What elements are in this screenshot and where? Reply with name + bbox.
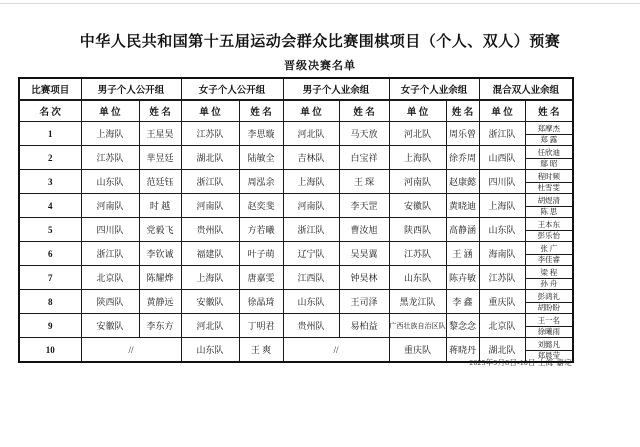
unit-cell: 山东队 <box>389 266 446 290</box>
mixed-unit-cell: 湖北队 <box>479 338 525 363</box>
unit-cell: 上海队 <box>81 122 139 146</box>
page-title: 中华人民共和国第十五届运动会群众比赛围棋项目（个人、双人）预赛 <box>79 34 561 50</box>
mixed-name: 张 广 <box>540 243 558 253</box>
mixed-names-cell <box>525 146 573 170</box>
mixed-name: 徐曦雨 <box>526 326 573 337</box>
mixed-name: 胡盼盼 <box>526 302 573 313</box>
mixed-name: 郑 露 <box>526 134 573 145</box>
table-row <box>19 218 573 242</box>
unit-header-cell: 单 位 <box>389 100 446 122</box>
unit-cell: 浙江队 <box>181 170 239 194</box>
name-cell: 徐乔周 <box>446 146 479 170</box>
rank-cell: 4 <box>19 194 81 218</box>
name-cell: 高静涵 <box>446 218 479 242</box>
rank-header-cell: 名 次 <box>19 100 81 122</box>
table-row <box>19 290 573 314</box>
name-cell: 李天罡 <box>339 194 389 218</box>
unit-cell: 黑龙江队 <box>389 290 446 314</box>
name-cell: 唐嘉雯 <box>239 266 283 290</box>
rank-cell: 3 <box>19 170 81 194</box>
mixed-name: 郑摩杰 <box>537 123 561 133</box>
name-cell: 党毅飞 <box>139 218 181 242</box>
name-cell: 丁明君 <box>239 314 283 338</box>
unit-header-cell: 单 位 <box>479 100 525 122</box>
name-cell: 黄晓迪 <box>446 194 479 218</box>
name-cell: 叶子萌 <box>239 242 283 266</box>
table-row <box>19 266 573 290</box>
page-subtitle: 晋级决赛名单 <box>284 60 356 72</box>
mixed-names-cell <box>525 218 573 242</box>
unit-cell: 浙江队 <box>283 218 339 242</box>
rank-cell: 2 <box>19 146 81 170</box>
unit-header-cell: 单 位 <box>283 100 339 122</box>
name-header-cell: 姓 名 <box>339 100 389 122</box>
unit-cell: 浙江队 <box>81 242 139 266</box>
rank-cell: 10 <box>19 338 81 363</box>
mixed-names-cell <box>525 242 573 266</box>
unit-cell: 山东队 <box>81 170 139 194</box>
mixed-name: 梁 程 <box>540 267 558 277</box>
unit-cell: 湖北队 <box>181 146 239 170</box>
name-cell: 芈昱廷 <box>139 146 181 170</box>
name-cell: 周乐曾 <box>446 122 479 146</box>
unit-cell: 福建队 <box>181 242 239 266</box>
unit-header-cell: 单 位 <box>181 100 239 122</box>
group-header-women-open: 女子个人公开组 <box>181 78 283 100</box>
mixed-unit-cell: 北京队 <box>479 314 525 338</box>
name-cell: 曹汝旭 <box>339 218 389 242</box>
unit-cell: 安徽队 <box>181 290 239 314</box>
mixed-name: 鄢 昭 <box>526 158 573 169</box>
mixed-unit-cell: 江苏队 <box>479 266 525 290</box>
name-cell: 黄静远 <box>139 290 181 314</box>
mixed-name: 王本东 <box>537 219 561 229</box>
table-row <box>19 122 573 146</box>
name-cell: 王星昊 <box>139 122 181 146</box>
mixed-name: 郑晨莹 <box>526 350 573 361</box>
corner-header-cell: 比赛项目 <box>19 78 81 100</box>
name-cell: 吴昊翼 <box>339 242 389 266</box>
name-cell: 范廷钰 <box>139 170 181 194</box>
name-cell: 李钦诚 <box>139 242 181 266</box>
qualification-table <box>18 77 574 363</box>
mixed-name: 任欣迪 <box>537 147 561 157</box>
unit-cell: 上海队 <box>283 170 339 194</box>
name-cell: 蒋晓丹 <box>446 338 479 363</box>
mixed-names-cell <box>525 194 573 218</box>
table-row <box>19 242 573 266</box>
merged-empty-cell: // <box>81 338 181 363</box>
mixed-name: 胡煜清 <box>537 195 561 205</box>
name-cell: 马天放 <box>339 122 389 146</box>
rank-cell: 5 <box>19 218 81 242</box>
mixed-name: 刘懿凡 <box>537 339 561 349</box>
name-cell: 王司泽 <box>339 290 389 314</box>
mixed-names-cell <box>525 266 573 290</box>
rank-cell: 9 <box>19 314 81 338</box>
unit-cell: 安徽队 <box>389 194 446 218</box>
name-cell: 王 琛 <box>339 170 389 194</box>
name-cell: 陈耀烨 <box>139 266 181 290</box>
group-header-men-open: 男子个人公开组 <box>81 78 181 100</box>
mixed-unit-cell: 重庆队 <box>479 290 525 314</box>
unit-cell: 河南队 <box>283 194 339 218</box>
page-top-rule <box>0 3 640 4</box>
mixed-name: 王一名 <box>537 315 561 325</box>
name-cell: 王 涵 <box>446 242 479 266</box>
name-cell: 黎念念 <box>446 314 479 338</box>
unit-cell: 陕西队 <box>389 218 446 242</box>
unit-cell: 江苏队 <box>81 146 139 170</box>
table-row <box>19 146 573 170</box>
group-header-mixed-doubles: 混合双人业余组 <box>479 78 573 100</box>
unit-cell: 山东队 <box>283 290 339 314</box>
name-header-cell: 姓 名 <box>139 100 181 122</box>
mixed-name: 李佳睿 <box>526 254 573 265</box>
name-cell: 陈卉敏 <box>446 266 479 290</box>
mixed-unit-cell: 四川队 <box>479 170 525 194</box>
unit-cell: 江西队 <box>283 266 339 290</box>
unit-cell: 江苏队 <box>181 122 239 146</box>
unit-cell: 重庆队 <box>389 338 446 363</box>
name-cell: 白宝祥 <box>339 146 389 170</box>
rank-cell: 7 <box>19 266 81 290</box>
rank-cell: 8 <box>19 290 81 314</box>
table-row <box>19 170 573 194</box>
unit-cell: 吉林队 <box>283 146 339 170</box>
unit-cell: 河南队 <box>181 194 239 218</box>
mixed-name: 孙 舟 <box>526 278 573 289</box>
group-header-men-amateur: 男子个人业余组 <box>283 78 389 100</box>
unit-cell: 四川队 <box>81 218 139 242</box>
name-header-cell: 姓 名 <box>446 100 479 122</box>
name-cell: 方若曦 <box>239 218 283 242</box>
mixed-unit-cell: 浙江队 <box>479 122 525 146</box>
mixed-name: 杜雪雯 <box>526 182 573 193</box>
unit-cell: 河北队 <box>181 314 239 338</box>
table-header <box>19 78 573 122</box>
unit-cell: 安徽队 <box>81 314 139 338</box>
mixed-unit-cell: 山东队 <box>479 218 525 242</box>
name-header-cell: 姓 名 <box>239 100 283 122</box>
unit-cell: 河北队 <box>283 122 339 146</box>
name-cell: 时 越 <box>139 194 181 218</box>
unit-cell: 贵州队 <box>181 218 239 242</box>
name-cell: 钟昊林 <box>339 266 389 290</box>
mixed-unit-cell: 山西队 <box>479 146 525 170</box>
unit-header-cell: 单 位 <box>81 100 139 122</box>
unit-cell: 陕西队 <box>81 290 139 314</box>
mixed-names-cell <box>525 314 573 338</box>
unit-cell: 河北队 <box>389 122 446 146</box>
mixed-unit-cell: 上海队 <box>479 194 525 218</box>
mixed-name: 彭鸿礼 <box>537 291 561 301</box>
mixed-name: 彭乐怡 <box>526 230 573 241</box>
name-cell: 李思璇 <box>239 122 283 146</box>
table-row <box>19 194 573 218</box>
unit-cell: 江苏队 <box>389 242 446 266</box>
mixed-names-cell <box>525 290 573 314</box>
mixed-name: 程时频 <box>537 171 561 181</box>
name-cell: 徐晶琦 <box>239 290 283 314</box>
unit-cell: 广西壮族自治区队 <box>389 314 446 338</box>
name-header-cell: 姓 名 <box>525 100 573 122</box>
unit-cell: 山东队 <box>181 338 239 363</box>
unit-cell: 贵州队 <box>283 314 339 338</box>
event-date-location: 2025年9月8日-10日 上海·嘉定 <box>469 358 572 367</box>
table-body <box>19 122 573 363</box>
unit-cell: 河南队 <box>81 194 139 218</box>
name-cell: 王 爽 <box>239 338 283 363</box>
mixed-names-cell <box>525 122 573 146</box>
unit-cell: 北京队 <box>81 266 139 290</box>
name-cell: 李 鑫 <box>446 290 479 314</box>
mixed-name: 陈 思 <box>526 206 573 217</box>
mixed-unit-cell: 海南队 <box>479 242 525 266</box>
name-cell: 陆敏全 <box>239 146 283 170</box>
name-cell: 赵奕斐 <box>239 194 283 218</box>
name-cell: 易柏益 <box>339 314 389 338</box>
rank-cell: 6 <box>19 242 81 266</box>
column-header-row <box>19 100 573 122</box>
table-row <box>19 314 573 338</box>
merged-empty-cell: // <box>283 338 389 363</box>
name-cell: 赵康懿 <box>446 170 479 194</box>
rank-cell: 1 <box>19 122 81 146</box>
unit-cell: 上海队 <box>389 146 446 170</box>
group-header-row <box>19 78 573 100</box>
unit-cell: 上海队 <box>181 266 239 290</box>
group-header-women-amateur: 女子个人业余组 <box>389 78 479 100</box>
unit-cell: 河南队 <box>389 170 446 194</box>
unit-cell: 辽宁队 <box>283 242 339 266</box>
name-cell: 李东方 <box>139 314 181 338</box>
mixed-names-cell <box>525 170 573 194</box>
name-cell: 周泓余 <box>239 170 283 194</box>
